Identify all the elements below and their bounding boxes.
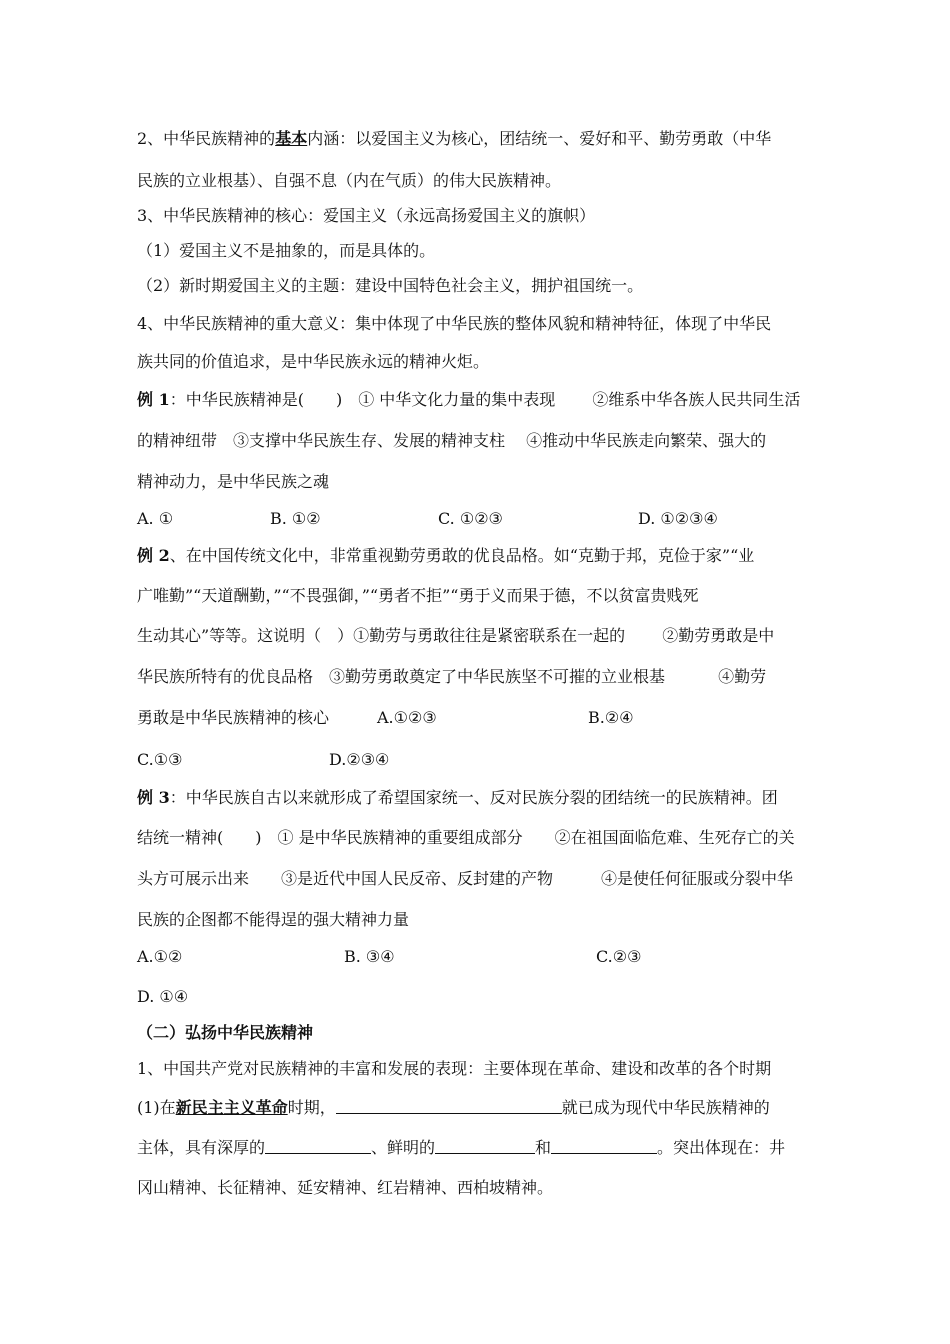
option-a: A.①②③ — [377, 708, 437, 727]
example-1-label: 例 1 — [137, 390, 170, 409]
fill-blank[interactable] — [265, 1136, 371, 1154]
example-1-line-2: 的精神纽带 ③支撑中华民族生存、发展的精神支柱 ④推动中华民族走向繁荣、强大的 — [137, 431, 767, 450]
section-heading: （二）弘扬中华民族精神 — [137, 1023, 314, 1042]
option-b: B. ③④ — [344, 947, 395, 966]
example-1-line-1: 例 1：中华民族精神是( ) ① 中华文化力量的集中表现 ②维系中华各族人民共同生活 — [137, 390, 801, 409]
option-c: C. ①②③ — [438, 509, 503, 528]
example-2-line-3: 生动其心”等等。这说明（ ）①勤劳与勇敢往往是紧密联系在一起的 ②勤劳勇敢是中 — [137, 626, 775, 645]
paragraph-basic-connotation: 2、中华民族精神的基本内涵：以爱国主义为核心，团结统一、爱好和平、勤劳勇敢（中华 — [137, 129, 772, 148]
example-3-line-3: 头方可展示出来 ③是近代中国人民反帝、反封建的产物 ④是使任何征服或分裂中华 — [137, 869, 794, 888]
paragraph-cpc: 1、中国共产党对民族精神的丰富和发展的表现：主要体现在革命、建设和改革的各个时期 — [137, 1059, 772, 1078]
paragraph-new-democratic-cont: 主体，具有深厚的 、鲜明的 和 。突出体现在：井 — [137, 1138, 786, 1157]
example-1-line-3: 精神动力，是中华民族之魂 — [137, 472, 330, 491]
option-c: C.①③ — [137, 750, 183, 769]
option-a: A.①② — [137, 947, 183, 966]
option-a: A. ① — [137, 509, 174, 528]
example-2-line-4: 华民族所特有的优良品格 ③勤劳勇敢奠定了中华民族坚不可摧的立业根基 ④勤劳 — [137, 667, 767, 686]
option-d: D. ①②③④ — [638, 509, 718, 528]
paragraph-significance-cont: 族共同的价值追求，是中华民族永远的精神火炬。 — [137, 352, 490, 371]
paragraph-spirits: 冈山精神、长征精神、延安精神、红岩精神、西柏坡精神。 — [137, 1178, 554, 1197]
fill-blank[interactable] — [551, 1136, 657, 1154]
example-3-option-d: D. ①④ — [137, 987, 189, 1006]
paragraph-core: 3、中华民族精神的核心：爱国主义（永远高扬爱国主义的旗帜） — [137, 206, 596, 225]
example-2-line-1: 例 2、在中国传统文化中，非常重视勤劳勇敢的优良品格。如“克勤于邦，克俭于家”“业 — [137, 546, 755, 565]
example-2-line-2: 广唯勤”“天道酬勤，”“不畏强御，”“勇者不拒”“勇于义而果于德，不以贫富贵贱死 — [137, 586, 699, 605]
emphasis-new-democratic-revolution: 新民主主义革命 — [175, 1098, 288, 1117]
paragraph-core-point-1: （1）爱国主义不是抽象的，而是具体的。 — [137, 241, 436, 260]
paragraph-significance: 4、中华民族精神的重大意义：集中体现了中华民族的整体风貌和精神特征，体现了中华民 — [137, 314, 772, 333]
option-d: D.②③④ — [329, 750, 390, 769]
paragraph-new-democratic: (1)在新民主主义革命时期， 就已成为现代中华民族精神的 — [137, 1098, 770, 1117]
example-2-line-5: 勇敢是中华民族精神的核心 A.①②③ B.②④ — [137, 708, 634, 727]
paragraph-basic-connotation-cont: 民族的立业根基）、自强不息（内在气质）的伟大民族精神。 — [137, 171, 562, 190]
emphasis-basic: 基本 — [275, 129, 308, 148]
example-3-line-2: 结统一精神( ) ① 是中华民族精神的重要组成部分 ②在祖国面临危难、生死存亡的关 — [137, 828, 795, 847]
fill-blank[interactable] — [336, 1096, 562, 1114]
example-3-line-1: 例 3：中华民族自古以来就形成了希望国家统一、反对民族分裂的团结统一的民族精神。团 — [137, 788, 778, 807]
example-3-line-4: 民族的企图都不能得逞的强大精神力量 — [137, 910, 410, 929]
example-3-label: 例 3 — [137, 788, 170, 807]
option-c: C.②③ — [596, 947, 642, 966]
option-b: B. ①② — [270, 509, 321, 528]
paragraph-core-point-2: （2）新时期爱国主义的主题：建设中国特色社会主义，拥护祖国统一。 — [137, 276, 644, 295]
fill-blank[interactable] — [435, 1136, 535, 1154]
example-2-label: 例 2 — [137, 546, 170, 565]
option-b: B.②④ — [588, 708, 634, 727]
